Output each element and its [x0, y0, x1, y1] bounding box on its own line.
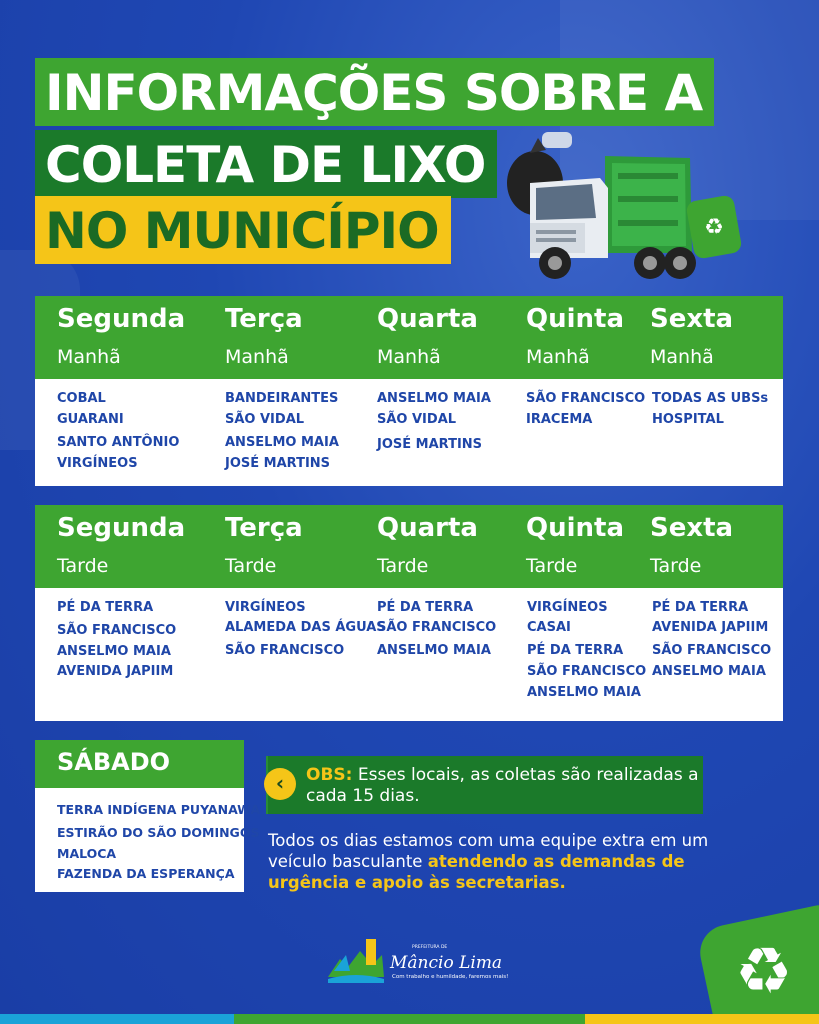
title-line-2: COLETA DE LIXO [35, 130, 497, 198]
title-line-3: NO MUNICÍPIO [35, 196, 451, 264]
bar-segment-yellow [585, 1014, 819, 1024]
period-label: Tarde [225, 555, 277, 577]
location-item: TODAS AS UBSs [652, 391, 769, 406]
location-item: VIRGÍNEOS [527, 600, 608, 615]
logo-prefix: PREFEITURA DE [412, 945, 448, 950]
day-friday: Sexta [650, 304, 734, 334]
location-item: SÃO VIDAL [225, 412, 305, 427]
location-item: ANSELMO MAIA [225, 435, 339, 450]
location-item: PÉ DA TERRA [527, 643, 624, 658]
note-highlight: atendendo as demandas de urgência e apoio às secretarias. [268, 852, 685, 892]
day-thursday: Quinta [526, 304, 625, 334]
location-item: ANSELMO MAIA [57, 644, 171, 659]
morning-schedule-header [35, 296, 783, 379]
obs-text [306, 765, 701, 807]
location-item: PÉ DA TERRA [57, 600, 154, 615]
recycle-icon: ♻ [735, 935, 793, 1009]
afternoon-schedule-header [35, 505, 783, 588]
day-monday: Segunda [57, 513, 186, 543]
bar-segment-blue [0, 1014, 234, 1024]
location-item: SÃO VIDAL [377, 412, 457, 427]
extra-team-note [268, 830, 718, 893]
location-item: COBAL [57, 391, 106, 406]
location-item: SANTO ANTÔNIO [57, 435, 180, 450]
period-label: Tarde [526, 555, 578, 577]
day-wednesday: Quarta [377, 513, 478, 543]
location-item: PÉ DA TERRA [652, 600, 749, 615]
period-label: Tarde [650, 555, 702, 577]
chevron-left-icon: ‹ [264, 768, 296, 800]
day-thursday: Quinta [526, 513, 625, 543]
period-label: Manhã [526, 346, 590, 368]
location-item: AVENIDA JAPIIM [652, 620, 769, 635]
period-label: Manhã [225, 346, 289, 368]
logo-emblem-icon [326, 937, 386, 983]
location-item: CASAI [527, 620, 571, 635]
day-wednesday: Quarta [377, 304, 478, 334]
location-item: VIRGÍNEOS [57, 456, 138, 471]
afternoon-schedule [35, 505, 783, 721]
location-item: IRACEMA [526, 412, 593, 427]
location-item: SÃO FRANCISCO [57, 623, 177, 638]
obs-label: OBS: [306, 765, 353, 785]
location-item: MALOCA [57, 846, 117, 861]
location-item: GUARANI [57, 412, 124, 427]
location-item: SÃO FRANCISCO [225, 643, 345, 658]
location-item: JOSÉ MARTINS [225, 456, 331, 471]
obs-message: Esses locais, as coletas são realizadas a cada 15 dias. [306, 765, 699, 806]
location-item: ANSELMO MAIA [377, 643, 491, 658]
bottom-color-bar [0, 1014, 819, 1024]
saturday-title: SÁBADO [57, 748, 171, 776]
period-label: Manhã [57, 346, 121, 368]
period-label: Tarde [377, 555, 429, 577]
title-line-1: INFORMAÇÕES SOBRE A [35, 58, 714, 126]
note-text: Todos os dias estamos com uma equipe extra em um veículo basculante [268, 831, 709, 871]
day-monday: Segunda [57, 304, 186, 334]
garbage-truck-icon [500, 128, 750, 288]
day-friday: Sexta [650, 513, 734, 543]
period-label: Manhã [650, 346, 714, 368]
location-item: JOSÉ MARTINS [377, 437, 483, 452]
day-tuesday: Terça [225, 304, 303, 334]
location-item: FAZENDA DA ESPERANÇA [57, 866, 235, 881]
location-item: ANSELMO MAIA [527, 685, 641, 700]
location-item: SÃO FRANCISCO [527, 664, 647, 679]
location-item: HOSPITAL [652, 412, 724, 427]
period-label: Tarde [57, 555, 109, 577]
location-item: TERRA INDÍGENA PUYANAWA [57, 802, 261, 817]
location-item: SÃO FRANCISCO [652, 643, 772, 658]
morning-schedule [35, 296, 783, 486]
prefeitura-logo [326, 935, 509, 985]
saturday-header [35, 740, 244, 788]
saturday-schedule [35, 740, 261, 892]
location-item: ESTIRÃO DO SÃO DOMINGOS [57, 825, 260, 840]
location-item: ALAMEDA DAS ÁGUAS [225, 620, 386, 635]
logo-slogan: Com trabalho e humildade, faremos mais! [392, 974, 509, 980]
location-item: AVENIDA JAPIIM [57, 664, 174, 679]
location-item: VIRGÍNEOS [225, 600, 306, 615]
location-item: SÃO FRANCISCO [377, 620, 497, 635]
location-item: ANSELMO MAIA [377, 391, 491, 406]
bar-segment-green [234, 1014, 585, 1024]
location-item: PÉ DA TERRA [377, 600, 474, 615]
period-label: Manhã [377, 346, 441, 368]
day-tuesday: Terça [225, 513, 303, 543]
location-item: SÃO FRANCISCO [526, 391, 646, 406]
location-item: BANDEIRANTES [225, 391, 339, 406]
svg-text:♻: ♻ [704, 215, 724, 240]
logo-name: Mâncio Lima [390, 953, 503, 973]
location-item: ANSELMO MAIA [652, 664, 766, 679]
